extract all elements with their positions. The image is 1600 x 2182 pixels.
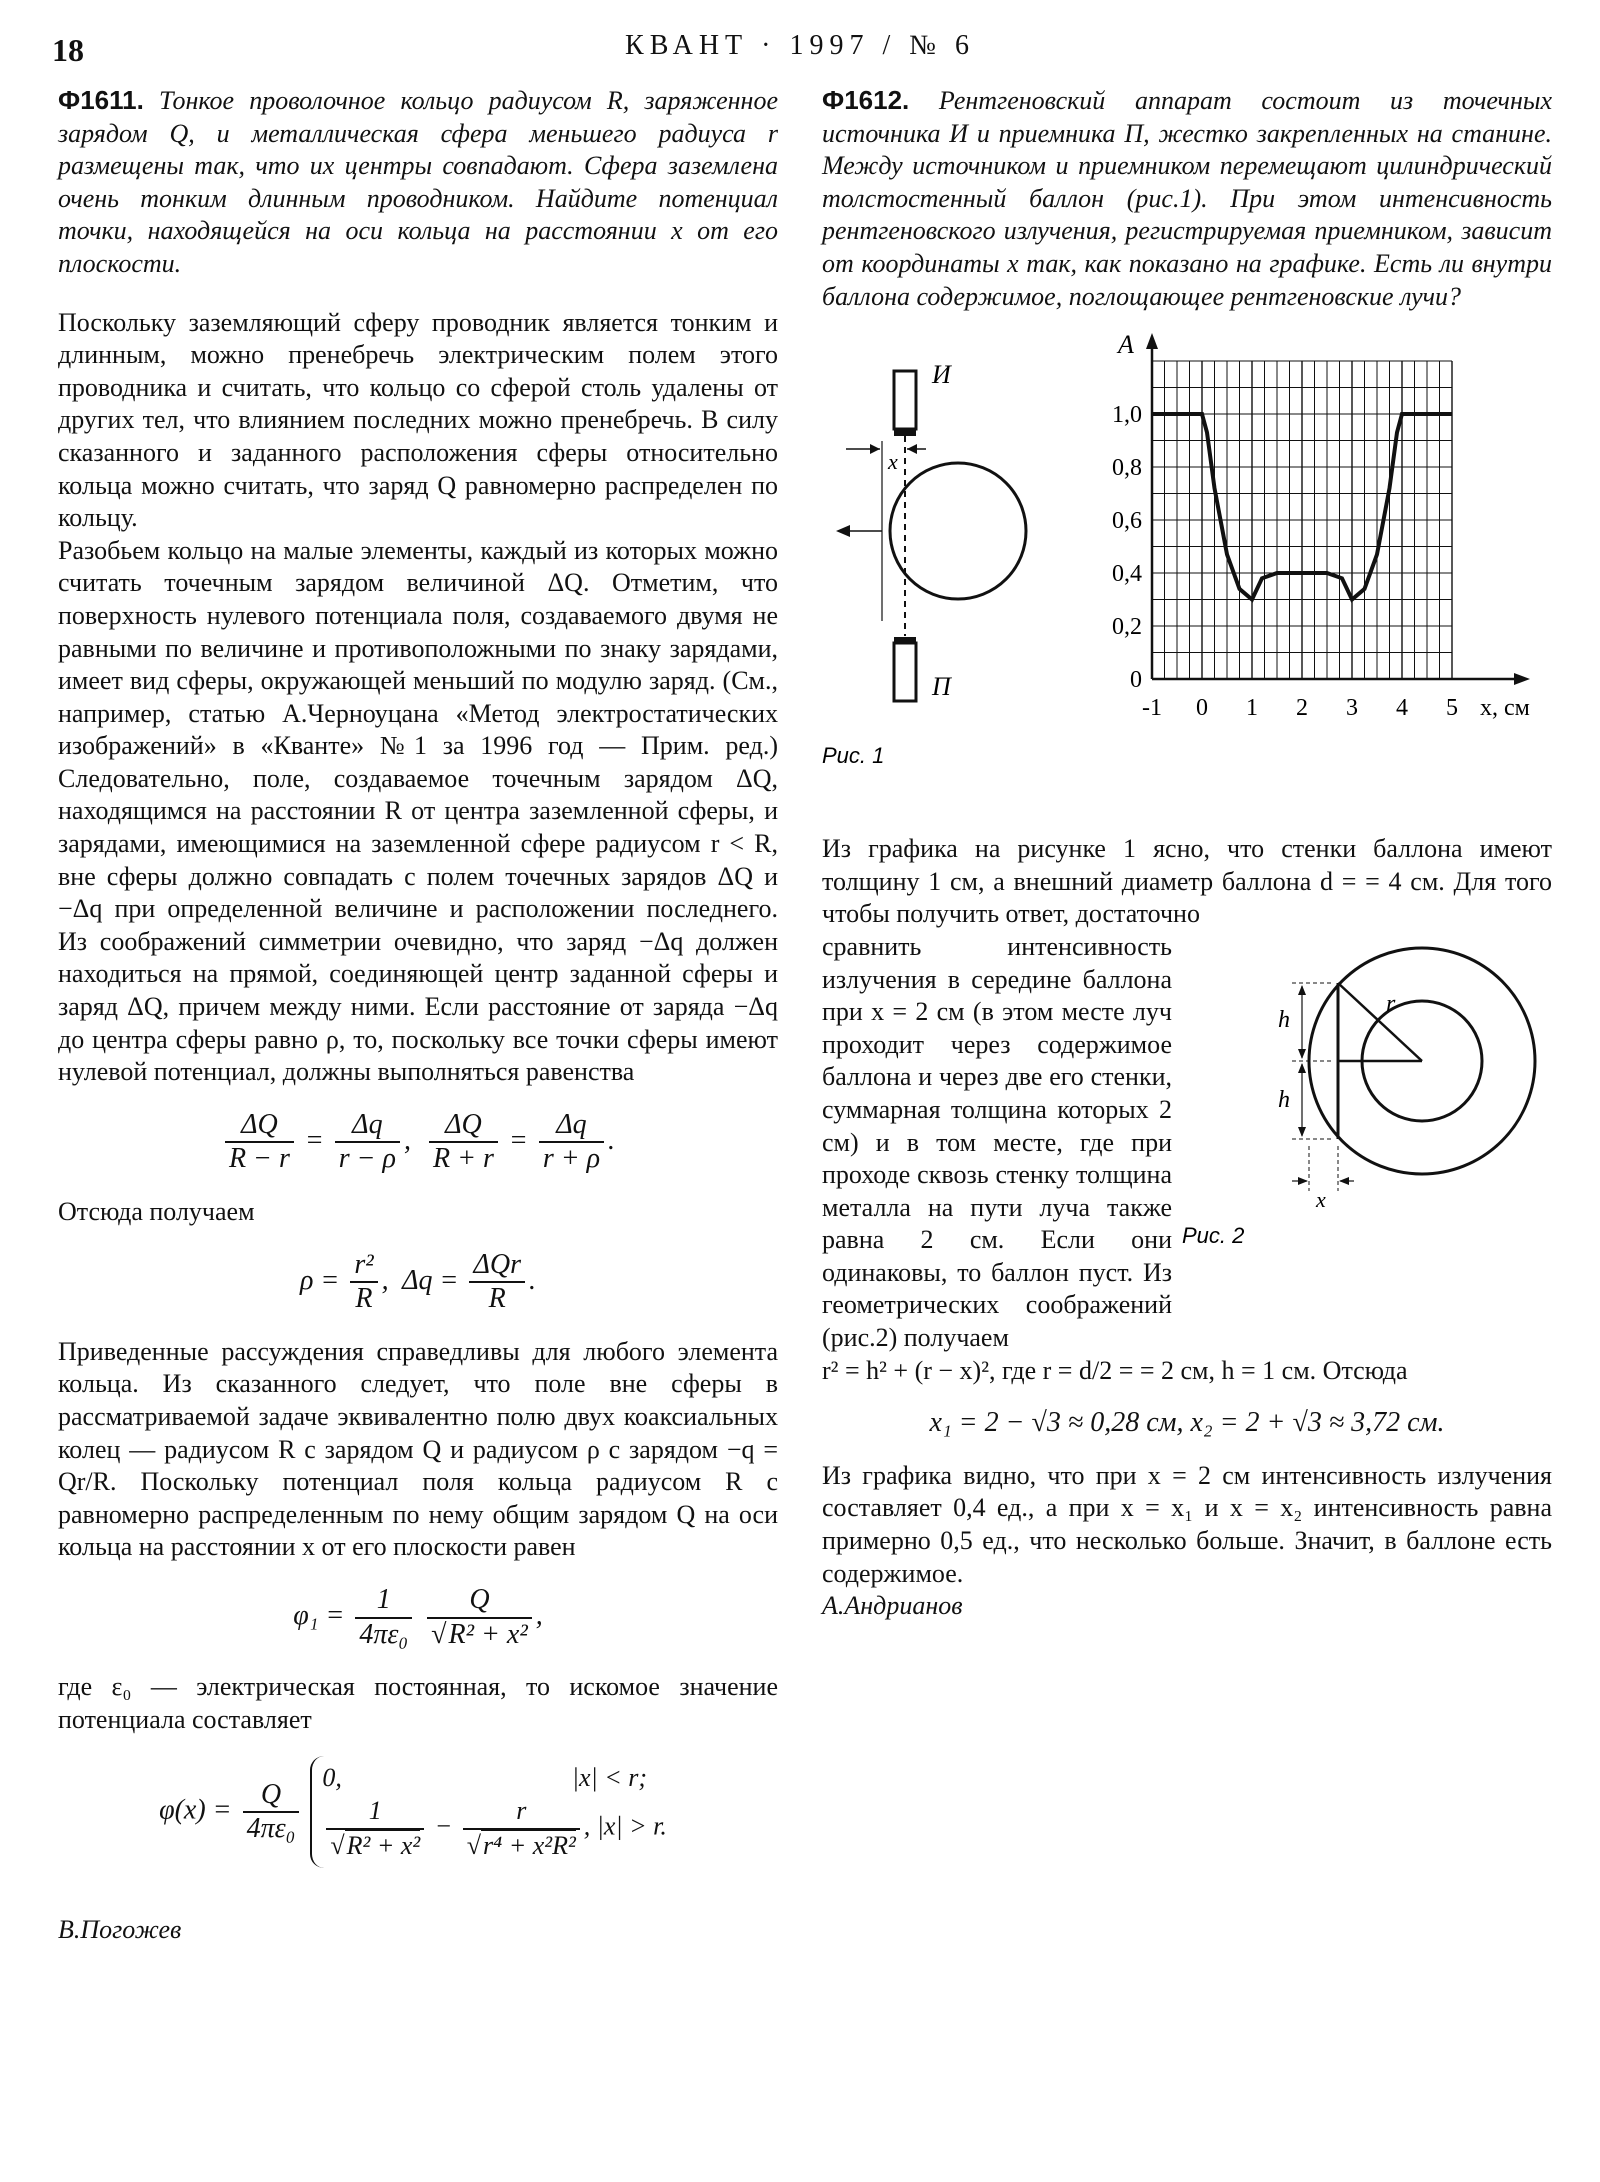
chart-x-tick-label: 2: [1296, 695, 1308, 722]
chart-y-tick-label: 0: [1130, 667, 1142, 694]
signature-left: В.Погожев: [58, 1915, 182, 1945]
solution-1612-paragraph-4: Из графика видно, что при x = 2 см интенсивность излучения составляет 0,4 ед., а при x = x₁ и x = x₂ интенсивность равна примерно 0,5 ед., что несколько больше. Значит, в баллоне есть содержимое.: [822, 1460, 1552, 1588]
chart-x-tick-label: 4: [1396, 695, 1408, 722]
r-label: r: [1386, 990, 1396, 1017]
left-column: [58, 84, 778, 1947]
page-number: 18: [52, 32, 84, 68]
intensity-chart: [1052, 331, 1552, 751]
chart-y-tick-label: 0,2: [1112, 614, 1142, 641]
equation-rho: ρ = $\frac{\text{r²}}{R}$ , Δq = $\frac{\text{ΔQr}}{R}$ .: [299, 1248, 537, 1315]
chart-x-tick-label: 3: [1346, 695, 1358, 722]
solution-1612-paragraph-1: Из графика на рисунке 1 ясно, что стенки баллона имеют толщину 1 см, а внешний диаметр баллона d = = 4 см. Для того чтобы получить ответ, достаточно: [822, 834, 1552, 929]
chart-y-tick-label: 0,8: [1112, 455, 1142, 482]
chart-y-tick-label: 0,4: [1112, 561, 1142, 588]
problem-1611-text: Тонкое проволочное кольцо радиусом R, заряженное зарядом Q, и металлическая сфера меньшего радиуса r размещены так, что их центры совпадают. Сфера заземлена очень тонким длинным проводником. Найдите потенциал точки, находящейся на оси кольца на расстоянии x от его плоскости.: [58, 86, 779, 278]
chart-y-label: A: [1118, 331, 1134, 360]
figure-1-caption: Рис. 1: [822, 743, 885, 769]
chart-x-tick-label: 5: [1446, 695, 1458, 722]
equation-equalities: $\frac{\Delta Q}{R - r}$ = $\frac{\Delta q}{r - \rho}$ , $\frac{\Delta Q}{R + r}$ = $\frac{\Delta q}{r + \rho}$ .: [58, 1109, 778, 1176]
equation-phi1: φ₁ = $\frac{1}{\text{4πε₀}}$ $\frac{Q}{\text{√R² + x²}}$ ,: [293, 1583, 543, 1650]
figure-2-cross-section: [1182, 931, 1552, 1251]
figure-1: [822, 331, 1552, 821]
problem-1611: [58, 84, 778, 281]
chart-x-tick-label: 0: [1196, 695, 1208, 722]
solution-paragraph-3: Отсюда получаем: [58, 1197, 255, 1226]
problem-1612-id: Ф1612.: [822, 85, 910, 115]
chart-y-tick-label: 1,0: [1112, 402, 1142, 429]
x-label-fig2: x: [1316, 1186, 1326, 1212]
source-label: И: [932, 360, 951, 390]
chart-x-tick-label: 1: [1246, 695, 1258, 722]
chart-x-tick-label: -1: [1142, 695, 1162, 722]
solution-paragraph-5: где ε₀ — электрическая постоянная, то искомое значение потенциала составляет: [58, 1672, 778, 1734]
signature-right: А.Андрианов: [822, 1591, 963, 1621]
h-label-bottom: h: [1278, 1086, 1290, 1113]
right-column: [822, 84, 1552, 1623]
journal-title: КВАНТ · 1997 / № 6: [625, 30, 975, 61]
solution-1612-paragraph-3: r² = h² + (r − x)², где r = d/2 = = 2 см, h = 1 см. Отсюда: [822, 1355, 1408, 1385]
solution-paragraph-4: Приведенные рассуждения справедливы для любого элемента кольца. Из сказанного следует, что поле вне сферы в рассматриваемой задаче эквивалентно полю двух коаксиальных колец — радиусом R с зарядом Q и радиусом ρ с зарядом −q = Qr/R. Поскольку потенциал поля кольца радиусом R с равномерно распределенным по нему общим зарядом Q на оси кольца на расстоянии x от его плоскости равен: [58, 1336, 778, 1562]
figure-2: [1182, 931, 1552, 1321]
problem-1612: [822, 84, 1552, 313]
h-label-top: h: [1278, 1006, 1290, 1033]
figure-1-apparatus: [822, 331, 1052, 771]
solution-1612-paragraph-2: сравнить интенсивность излучения в середине баллона при x = 2 см (в этом месте луч проходит через содержимое баллона и через две его стенки, суммарная толщина которых 2 см) и в том месте, где при проходе сквозь стенку толщина металла на пути луча также равна 2 см. Если они одинаковы, то баллон пуст. Из геометрических соображений (рис.2) получаем: [822, 931, 1172, 1353]
equation-x1-x2: x₁ = 2 − √3 ≈ 0,28 см, x₂ = 2 + √3 ≈ 3,72 см.: [929, 1407, 1445, 1439]
page-header: [0, 26, 1600, 66]
solution-paragraph-2: Разобьем кольцо на малые элементы, каждый из которых можно считать точечным зарядом величиной ΔQ. Отметим, что поверхность нулевого потенциала поля, создаваемого двумя не равными по величине и противоположными по знаку зарядами, имеет вид сферы, окружающей меньший по модулю заряд. (См., например, статью А.Черноуцана «Метод электростатических изображений» в «Кванте» №1 за 1996 год — Прим. ред.) Следовательно, поле, создаваемое точечным зарядом ΔQ, находящимся на расстоянии R от центра заземленной сферы, и зарядами, имеющимися на заземленной сфере радиусом r < R, вне сферы должно совпадать с полем точечных зарядов ΔQ и −Δq при определенной величине и расположении последнего. Из соображений симметрии очевидно, что заряд −Δq должен находиться на прямой, соединяющей центр заданной сферы и заряд ΔQ, причем между ними. Если расстояние от заряда −Δq до центра сферы равно ρ, то, поскольку все точки сферы имеют нулевой потенциал, должны выполняться равенства: [58, 535, 778, 1087]
chart-y-tick-label: 0,6: [1112, 508, 1142, 535]
chart-x-label: x, см: [1480, 695, 1530, 722]
solution-paragraph-1: Поскольку заземляющий сферу проводник является тонким и длинным, можно пренебречь электрическим полем этого проводника и считать, что кольцо со сферой столь удалены от других тел, что влиянием последних можно пренебречь. В силу сказанного и заданного расположения сферы относительно кольца можно считать, что заряд Q равномерно распределен по кольцу.: [58, 307, 778, 533]
problem-1612-text: Рентгеновский аппарат состоит из точечных источника И и приемника П, жестко закрепленных на станине. Между источником и приемником перемещают цилиндрический толстостенный баллон (рис.1). При этом интенсивность рентгеновского излучения, регистрируемая приемником, зависит от координаты x так, как показано на графике. Есть ли внутри баллона содержимое, поглощающее рентгеновские лучи?: [822, 86, 1552, 311]
receiver-label: П: [932, 672, 951, 702]
problem-1611-id: Ф1611.: [58, 85, 144, 115]
x-label: x: [888, 449, 898, 475]
equation-phi-x: φ(x) = $\frac{Q}{\text{4πε₀}}$ 0, |x| < r; $\frac{1}{\text{√R² + x²}}$ − $\frac{r}{\text{√r⁴ + x²R²}}$ , |x| > r.: [58, 1756, 778, 1868]
figure-2-caption: Рис. 2: [1182, 1222, 1245, 1248]
